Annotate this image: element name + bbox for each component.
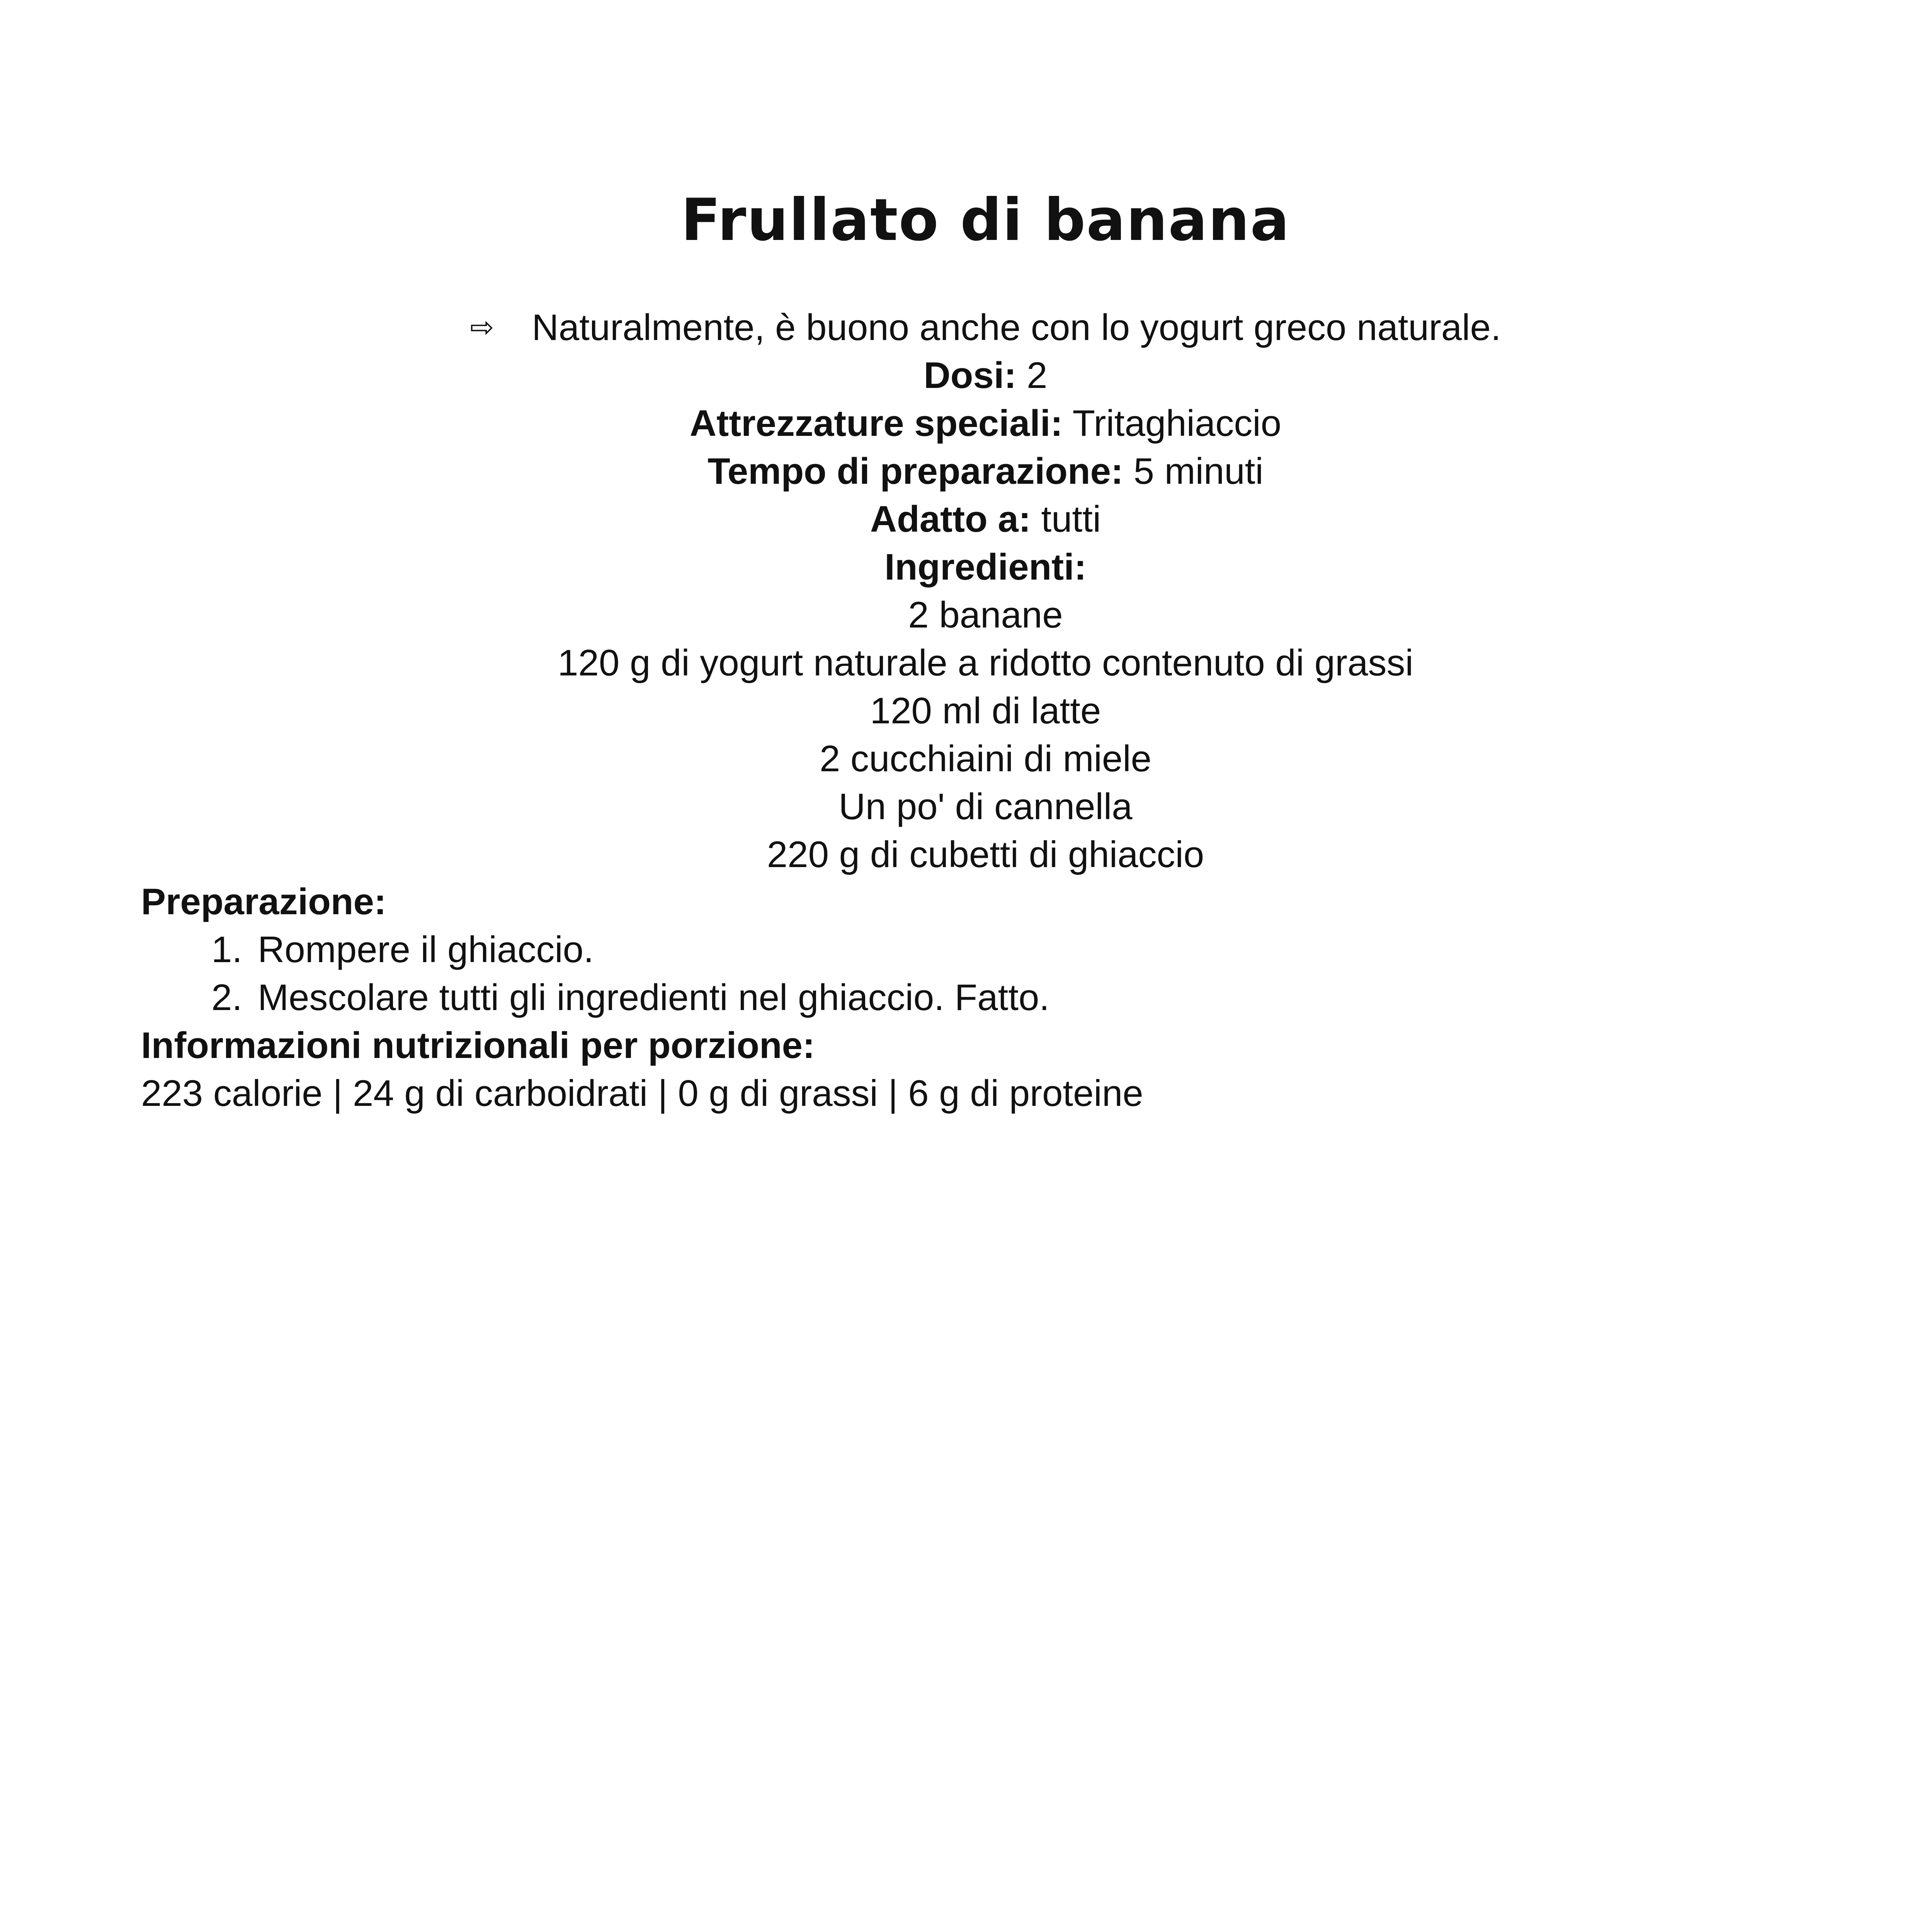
detail-prep-time	[0, 447, 1932, 495]
step-item	[141, 974, 1841, 1022]
detail-value: 2	[1016, 355, 1048, 396]
detail-label: Tempo di preparazione:	[707, 451, 1123, 492]
ingredient-item: 2 banane	[908, 594, 1063, 636]
detail-label: Dosi:	[923, 355, 1017, 396]
detail-value: tutti	[1031, 498, 1101, 540]
detail-value: Tritaghiaccio	[1063, 403, 1282, 444]
ingredient-item: 220 g di cubetti di ghiaccio	[767, 834, 1204, 875]
recipe-title: Frullato di banana	[681, 187, 1290, 254]
ingredient-item: 2 cucchiaini di miele	[819, 738, 1152, 779]
detail-value: 5 minuti	[1123, 451, 1264, 492]
ingredients-heading: Ingredienti:	[884, 546, 1087, 588]
detail-label: Attrezzature speciali:	[689, 403, 1063, 444]
preparation-steps	[141, 926, 1841, 1022]
nutrition-values: 223 calorie | 24 g di carboidrati | 0 g di grassi | 6 g di proteine	[141, 1073, 1143, 1114]
arrow-right-outline-icon: ⇨	[470, 311, 494, 343]
step-number: 2.	[211, 977, 243, 1018]
preparation-section	[141, 878, 1841, 1117]
recipe-note-text: Naturalmente, è buono anche con lo yogurt greco naturale.	[532, 307, 1501, 348]
step-text: Mescolare tutti gli ingredienti nel ghiaccio. Fatto.	[258, 977, 1050, 1018]
step-number: 1.	[211, 929, 243, 970]
detail-label: Adatto a:	[870, 498, 1031, 540]
nutrition-heading: Informazioni nutrizionali per porzione:	[141, 1025, 815, 1066]
step-text: Rompere il ghiaccio.	[258, 929, 594, 970]
detail-equipment	[0, 400, 1932, 447]
step-item	[141, 926, 1841, 974]
ingredient-item: 120 g di yogurt naturale a ridotto contenuto di grassi	[558, 642, 1413, 684]
recipe-summary	[0, 303, 1932, 879]
detail-suitable-for	[0, 495, 1932, 543]
detail-servings	[0, 352, 1932, 400]
preparation-heading: Preparazione:	[141, 881, 386, 922]
ingredient-item: 120 ml di latte	[870, 690, 1101, 731]
ingredient-item: Un po' di cannella	[838, 786, 1133, 827]
recipe-note	[0, 303, 1932, 352]
